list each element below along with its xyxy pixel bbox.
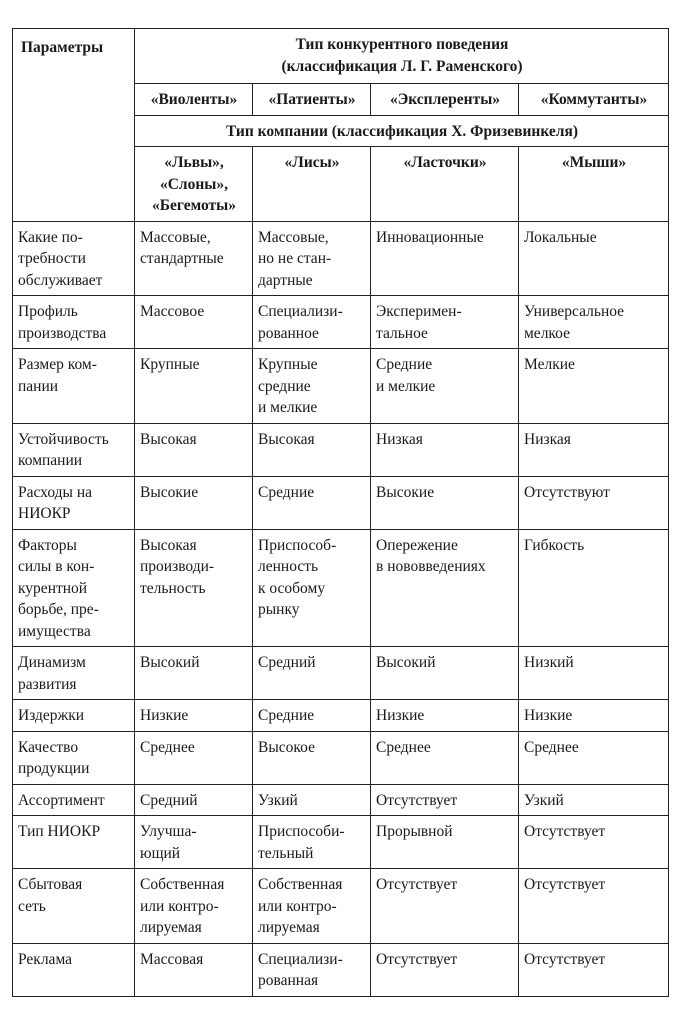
company-type-header: Тип компании (классификация Х. Фризевинкеля): [135, 115, 669, 147]
cell-patients: Собственная или контро- лируемая: [253, 869, 371, 944]
table-row: [13, 423, 669, 476]
cell-explerents: Эксперимен- тальное: [371, 296, 519, 349]
cell-commutants: Низкие: [519, 700, 669, 732]
row-param-label: Реклама: [13, 943, 135, 996]
company-lions: «Львы», «Слоны», «Бегемоты»: [135, 147, 253, 222]
cell-violents: Высокая: [135, 423, 253, 476]
params-header: Параметры: [13, 29, 135, 222]
cell-violents: Среднее: [135, 731, 253, 784]
row-param-label: Тип НИОКР: [13, 816, 135, 869]
table-row: [13, 529, 669, 647]
table-row: [13, 784, 669, 816]
cell-violents: Собственная или контро- лируемая: [135, 869, 253, 944]
cell-commutants: Низкий: [519, 647, 669, 700]
row-param-label: Сбытовая сеть: [13, 869, 135, 944]
cell-violents: Низкие: [135, 700, 253, 732]
cell-patients: Высокая: [253, 423, 371, 476]
row-param-label: Ассортимент: [13, 784, 135, 816]
cell-violents: Крупные: [135, 349, 253, 424]
row-param-label: Издержки: [13, 700, 135, 732]
cell-patients: Средние: [253, 476, 371, 529]
cell-commutants: Среднее: [519, 731, 669, 784]
cell-explerents: Высокий: [371, 647, 519, 700]
cell-explerents: Отсутствует: [371, 943, 519, 996]
table-row: [13, 349, 669, 424]
table-row: [13, 647, 669, 700]
cell-commutants: Отсутствует: [519, 943, 669, 996]
row-param-label: Факторы силы в кон- курентной борьбе, пре- имущества: [13, 529, 135, 647]
cell-commutants: Узкий: [519, 784, 669, 816]
cell-explerents: Высокие: [371, 476, 519, 529]
cell-violents: Улучша- ющий: [135, 816, 253, 869]
company-swallows: «Ласточки»: [371, 147, 519, 222]
behavior-violents: «Виоленты»: [135, 84, 253, 116]
cell-explerents: Отсутствует: [371, 784, 519, 816]
cell-patients: Узкий: [253, 784, 371, 816]
cell-commutants: Отсутствует: [519, 816, 669, 869]
comparison-table-wrapper: [12, 28, 669, 997]
row-param-label: Профиль производства: [13, 296, 135, 349]
cell-commutants: Отсутствуют: [519, 476, 669, 529]
table-row: [13, 296, 669, 349]
cell-patients: Средний: [253, 647, 371, 700]
cell-explerents: Низкие: [371, 700, 519, 732]
cell-violents: Массовая: [135, 943, 253, 996]
cell-patients: Специализи- рованное: [253, 296, 371, 349]
cell-explerents: Средние и мелкие: [371, 349, 519, 424]
cell-commutants: Гибкость: [519, 529, 669, 647]
table-row: [13, 816, 669, 869]
cell-commutants: Локальные: [519, 221, 669, 296]
cell-explerents: Отсутствует: [371, 869, 519, 944]
cell-explerents: Прорывной: [371, 816, 519, 869]
cell-commutants: Отсутствует: [519, 869, 669, 944]
row-param-label: Устойчивость компании: [13, 423, 135, 476]
company-foxes: «Лисы»: [253, 147, 371, 222]
cell-patients: Приспособи- тельный: [253, 816, 371, 869]
row-param-label: Качество продукции: [13, 731, 135, 784]
cell-patients: Специализи- рованная: [253, 943, 371, 996]
table-row: [13, 700, 669, 732]
behavior-explerents: «Эксплеренты»: [371, 84, 519, 116]
competitive-behavior-table: [12, 28, 669, 997]
cell-violents: Высокие: [135, 476, 253, 529]
row-param-label: Какие по- требности обслуживает: [13, 221, 135, 296]
cell-violents: Массовое: [135, 296, 253, 349]
row-param-label: Расходы на НИОКР: [13, 476, 135, 529]
cell-patients: Приспособ- ленность к особому рынку: [253, 529, 371, 647]
behavior-patients: «Патиенты»: [253, 84, 371, 116]
row-param-label: Размер ком- пании: [13, 349, 135, 424]
cell-commutants: Мелкие: [519, 349, 669, 424]
cell-patients: Массовые, но не стан- дартные: [253, 221, 371, 296]
cell-patients: Средние: [253, 700, 371, 732]
table-row: [13, 943, 669, 996]
cell-explerents: Инновационные: [371, 221, 519, 296]
row-param-label: Динамизм развития: [13, 647, 135, 700]
cell-explerents: Опережение в нововведениях: [371, 529, 519, 647]
behavior-commutants: «Коммутанты»: [519, 84, 669, 116]
table-row: [13, 476, 669, 529]
cell-patients: Высокое: [253, 731, 371, 784]
cell-violents: Высокий: [135, 647, 253, 700]
header-row-behavior-type: [13, 29, 669, 84]
table-row: [13, 731, 669, 784]
cell-commutants: Низкая: [519, 423, 669, 476]
cell-explerents: Низкая: [371, 423, 519, 476]
cell-violents: Средний: [135, 784, 253, 816]
behavior-type-header: Тип конкурентного поведения (классификация Л. Г. Раменского): [135, 29, 669, 84]
table-row: [13, 869, 669, 944]
cell-commutants: Универсальное мелкое: [519, 296, 669, 349]
cell-violents: Высокая производи- тельность: [135, 529, 253, 647]
company-mice: «Мыши»: [519, 147, 669, 222]
cell-explerents: Среднее: [371, 731, 519, 784]
table-row: [13, 221, 669, 296]
cell-patients: Крупные средние и мелкие: [253, 349, 371, 424]
cell-violents: Массовые, стандартные: [135, 221, 253, 296]
